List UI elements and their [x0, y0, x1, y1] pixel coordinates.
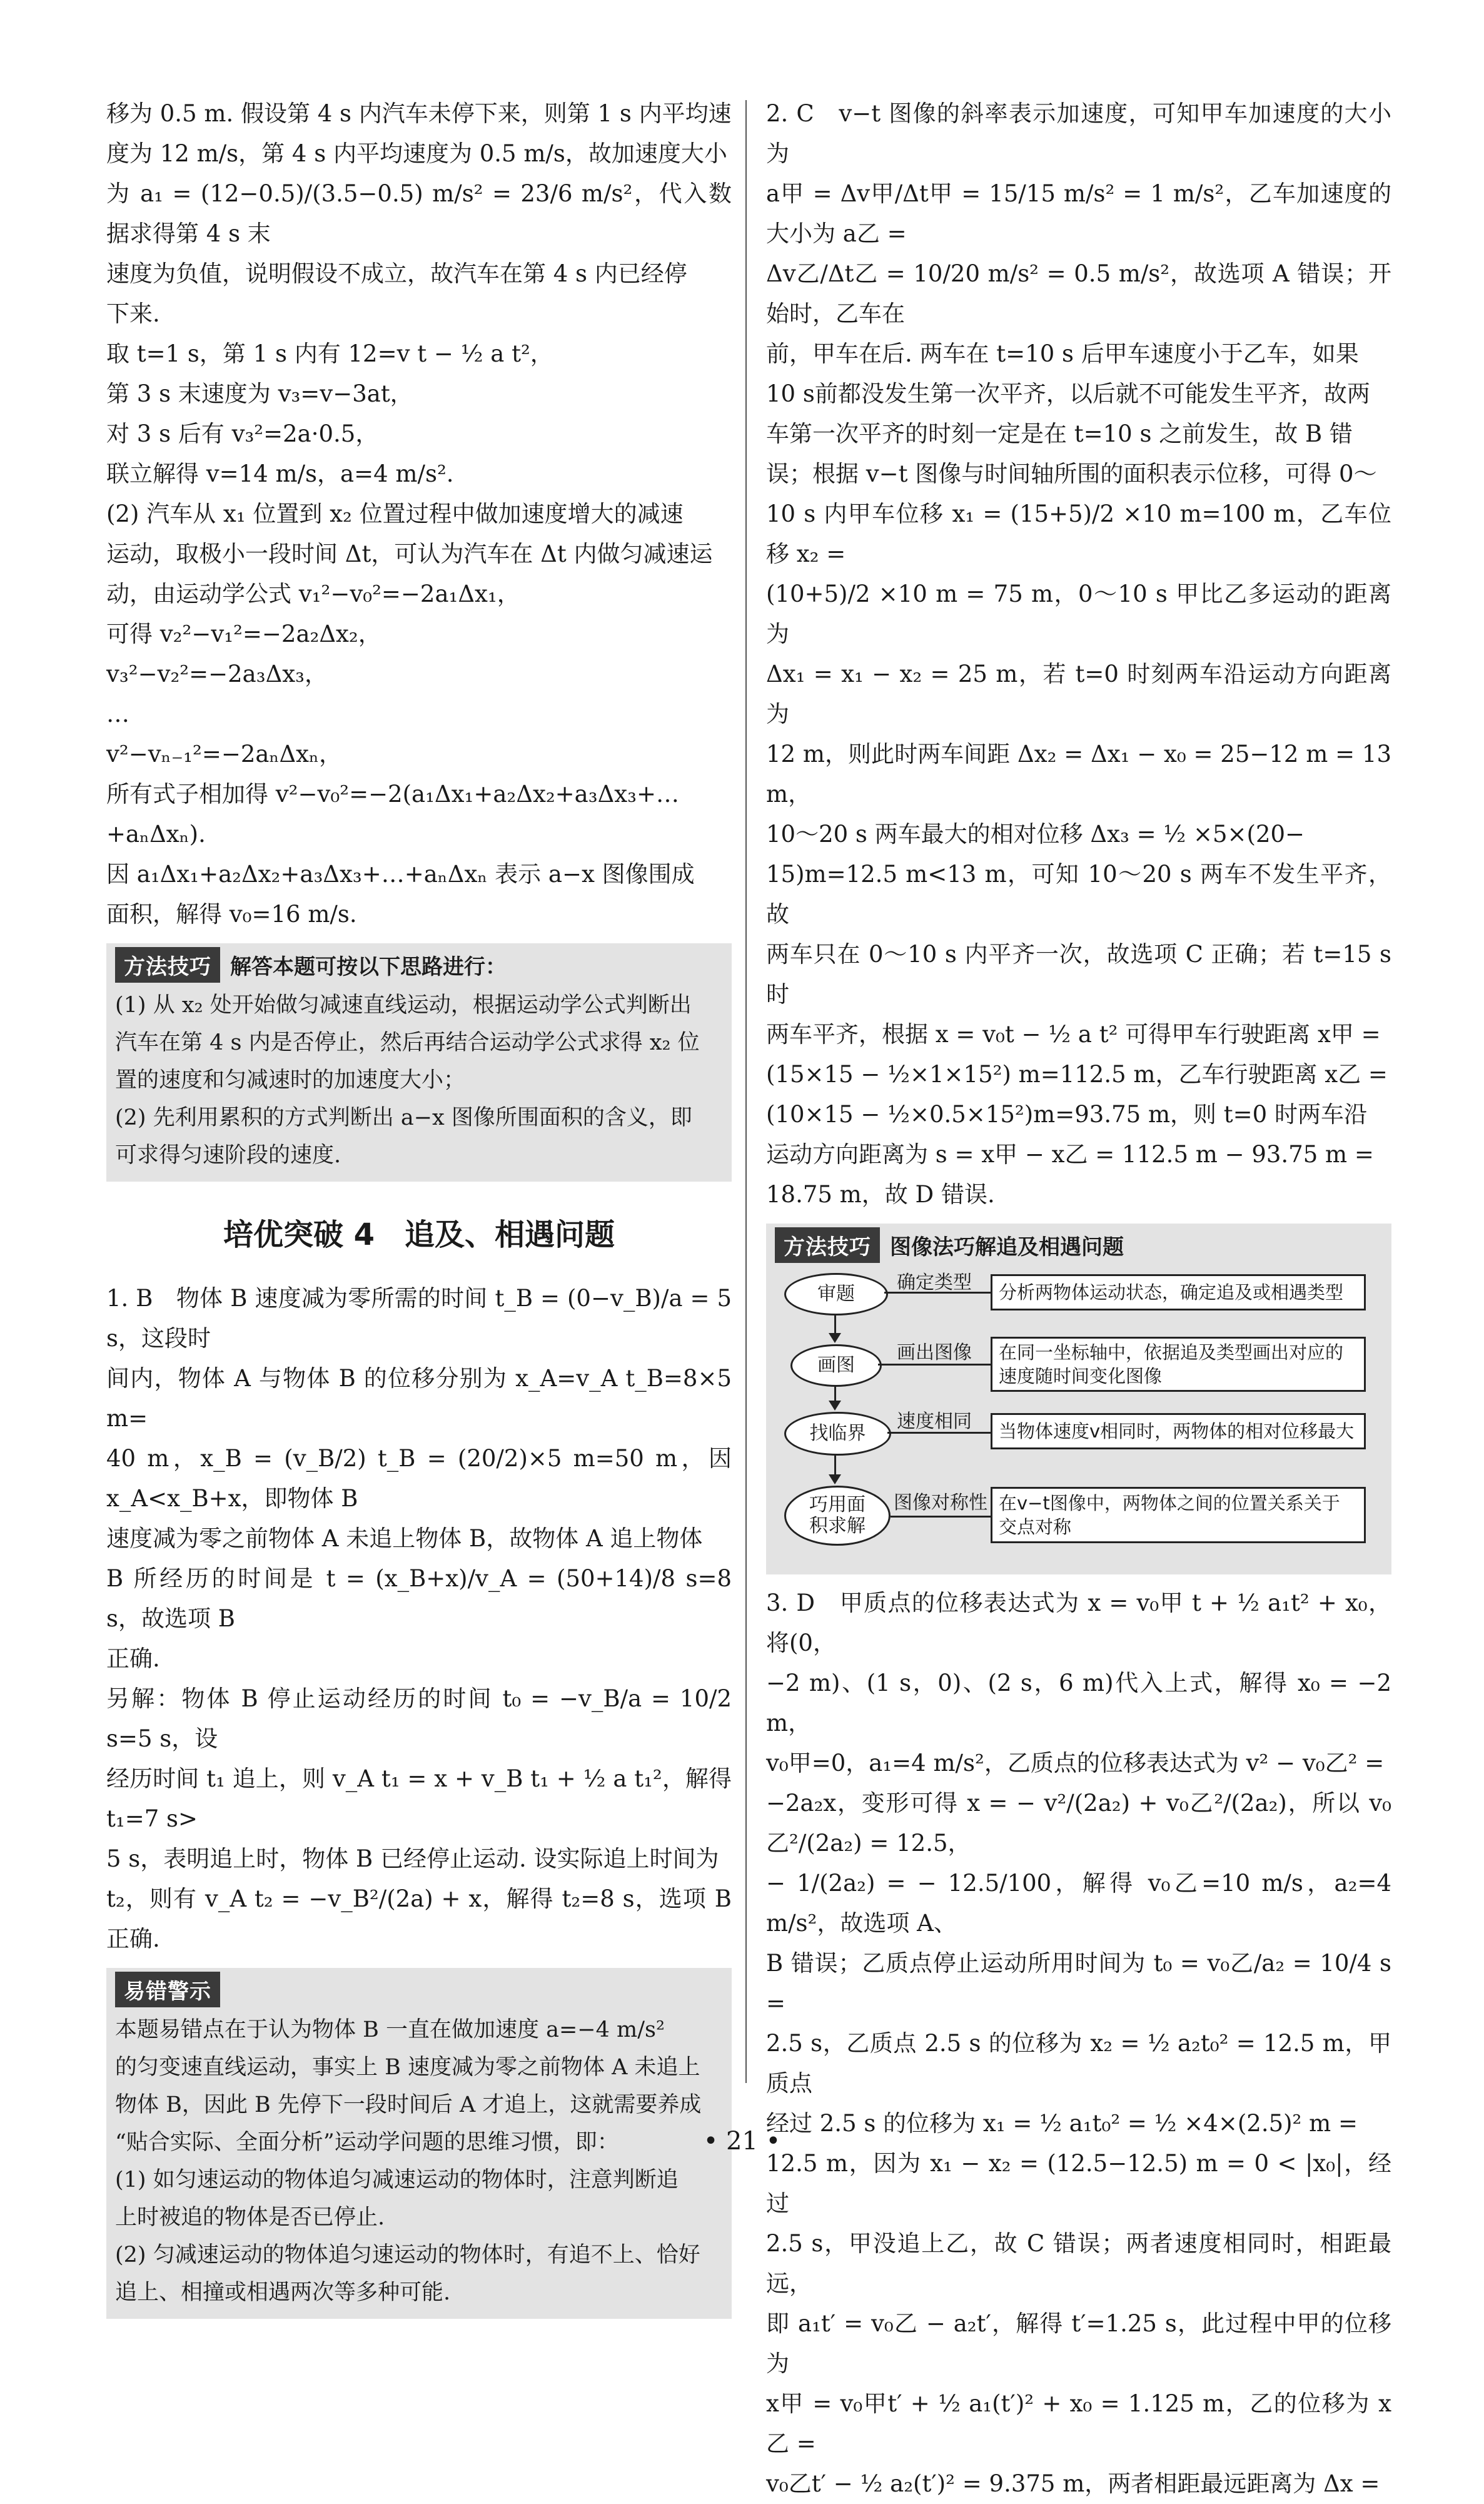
tip-tag: 方法技巧 [775, 1227, 880, 1263]
flow-node-review: 审题 [784, 1273, 888, 1315]
text-line: 3. D 甲质点的位移表达式为 x = v₀甲 t + ½ a₁t² + x₀，将(0， [766, 1589, 1391, 1656]
flowchart [775, 1267, 1383, 1567]
tip-tag: 易错警示 [115, 1972, 220, 2007]
flow-label-symmetry: 图像对称性 [894, 1492, 987, 1514]
tip-line: 置的速度和匀减速时的加速度大小； [115, 1068, 466, 1093]
text-line: 经过 2.5 s 的位移为 x₁ = ½ a₁t₀² = ½ ×4×(2.5)² m = [766, 2110, 1358, 2137]
tip-line: (1) 从 x₂ 处开始做匀减速直线运动，根据运动学公式判断出 [115, 993, 692, 1018]
text-line: 间内，物体 A 与物体 B 的位移分别为 x_A=v_A t_B=8×5 m= [106, 1365, 732, 1432]
text-line: Δv乙/Δt乙 = 10/20 m/s² = 0.5 m/s²，故选项 A 错误；开始时，乙车在 [766, 260, 1391, 327]
text-line: … [106, 701, 129, 727]
tip-body [115, 986, 723, 1174]
tip-body [115, 2011, 723, 2311]
left-text-block-b [106, 1279, 732, 1959]
page-number: • 21 • [703, 2127, 781, 2156]
text-line: v₃²−v₂²=−2a₃Δx₃， [106, 661, 328, 687]
text-line: 两车只在 0～10 s 内平齐一次，故选项 C 正确；若 t=15 s 时 [766, 941, 1391, 1008]
text-line: 速度为负值，说明假设不成立，故汽车在第 4 s 内已经停 [106, 260, 687, 287]
text-line: 可得 v₂²−v₁²=−2a₂Δx₂， [106, 621, 381, 647]
text-line: 为 a₁ = (12−0.5)/(3.5−0.5) m/s² = 23/6 m/s²，代入数据求得第 4 s 末 [106, 180, 732, 247]
text-line: 经历时间 t₁ 追上，则 v_A t₁ = x + v_B t₁ + ½ a t₁²，解得 t₁=7 s> [106, 1765, 732, 1832]
text-line: 移为 0.5 m. 假设第 4 s 内汽车未停下来，则第 1 s 内平均速 [106, 100, 732, 127]
right-text-block-a [766, 94, 1391, 1215]
text-line: − 1/(2a₂) = − 12.5/100，解得 v₀乙=10 m/s，a₂=4 m/s²，故选项 A、 [766, 1870, 1391, 1937]
flow-label-graph: 画出图像 [897, 1342, 972, 1364]
tip-line: 上时被追的物体是否已停止. [115, 2205, 385, 2230]
tip-line: (2) 匀减速运动的物体追匀速运动的物体时，有追不上、恰好 [115, 2243, 700, 2268]
text-line: 运动，取极小一段时间 Δt，可认为汽车在 Δt 内做匀减速运 [106, 540, 713, 567]
flow-node-draw: 画图 [790, 1344, 882, 1387]
text-line: (10+5)/2 ×10 m = 75 m，0～10 s 甲比乙多运动的距离为 [766, 580, 1391, 647]
text-line: 40 m，x_B = (v_B/2) t_B = (20/2)×5 m=50 m，因 x_A<x_B+x，即物体 B [106, 1445, 732, 1512]
text-line: 2.5 s，甲没追上乙，故 C 错误；两者速度相同时，相距最远， [766, 2230, 1391, 2297]
text-line: 5 s，表明追上时，物体 B 已经停止运动. 设实际追上时间为 [106, 1845, 719, 1872]
tip-line: (1) 如匀速运动的物体追匀减速运动的物体时，注意判断追 [115, 2167, 679, 2192]
flow-box-4: 在v−t图像中，两物体之间的位置关系关于交点对称 [991, 1487, 1366, 1543]
text-line: 误；根据 v−t 图像与时间轴所围的面积表示位移，可得 0～ [766, 460, 1377, 487]
text-line: 车第一次平齐的时刻一定是在 t=10 s 之前发生，故 B 错 [766, 420, 1353, 447]
text-line: 1. B 物体 B 速度减为零所需的时间 t_B = (0−v_B)/a = 5 s，这段时 [106, 1285, 732, 1352]
text-line: (10×15 − ½×0.5×15²)m=93.75 m，则 t=0 时两车沿 [766, 1101, 1367, 1128]
tip-line: 本题易错点在于认为物体 B 一直在做加速度 a=−4 m/s² [115, 2017, 665, 2042]
text-line: 前，甲车在后. 两车在 t=10 s 后甲车速度小于乙车，如果 [766, 340, 1359, 367]
text-line: 2.5 s，乙质点 2.5 s 的位移为 x₂ = ½ a₂t₀² = 12.5 m，甲质点 [766, 2030, 1391, 2097]
text-line: (15×15 − ½×1×15²) m=112.5 m，乙车行驶距离 x乙 = [766, 1061, 1388, 1088]
tip-line: (2) 先利用累积的方式判断出 a−x 图像所围面积的含义，即 [115, 1105, 692, 1130]
text-line: 第 3 s 末速度为 v₃=v−3at， [106, 380, 413, 407]
text-line: Δx₁ = x₁ − x₂ = 25 m，若 t=0 时刻两车沿运动方向距离为 [766, 661, 1391, 727]
text-line: v²−vₙ₋₁²=−2aₙΔxₙ， [106, 741, 343, 768]
text-line: 取 t=1 s，第 1 s 内有 12=v t − ½ a t²， [106, 340, 553, 367]
text-line: −2 m)、(1 s，0)、(2 s，6 m)代入上式，解得 x₀ = −2 m， [766, 1670, 1391, 1736]
text-line: 12 m，则此时两车间距 Δx₂ = Δx₁ − x₀ = 25−12 m = 13 m， [766, 741, 1391, 808]
text-line: 因 a₁Δx₁+a₂Δx₂+a₃Δx₃+…+aₙΔxₙ 表示 a−x 图像围成 [106, 861, 695, 888]
text-line: B 所经历的时间是 t = (x_B+x)/v_A = (50+14)/8 s=8 s，故选项 B [106, 1565, 732, 1632]
tip-title: 图像法巧解追及相遇问题 [890, 1235, 1124, 1260]
text-line: B 错误；乙质点停止运动所用时间为 t₀ = v₀乙/a₂ = 10/4 s = [766, 1950, 1391, 2017]
tip-box-method-1 [106, 943, 732, 1182]
text-line: 另解：物体 B 停止运动经历的时间 t₀ = −v_B/a = 10/2 s=5 s，设 [106, 1685, 732, 1752]
flow-node-critical: 找临界 [784, 1412, 891, 1456]
text-line: 10 s前都没发生第一次平齐，以后就不可能发生平齐，故两 [766, 380, 1370, 407]
text-line: 18.75 m，故 D 错误. [766, 1181, 995, 1208]
flow-box-1: 分析两物体运动状态，确定追及或相遇类型 [991, 1274, 1366, 1310]
tip-box-method-2 [766, 1224, 1391, 1574]
text-line: 两车平齐，根据 x = v₀t − ½ a t² 可得甲车行驶距离 x甲 = [766, 1021, 1381, 1048]
flow-box-2: 在同一坐标轴中，依据追及类型画出对应的速度随时间变化图像 [991, 1337, 1366, 1392]
text-line: t₂，则有 v_A t₂ = −v_B²/(2a) + x，解得 t₂=8 s，选项 B 正确. [106, 1885, 732, 1952]
text-line: 15)m=12.5 m<13 m，可知 10～20 s 两车不发生平齐，故 [766, 861, 1391, 928]
tip-tag: 方法技巧 [115, 947, 220, 983]
text-line: a甲 = Δv甲/Δt甲 = 15/15 m/s² = 1 m/s²，乙车加速度的大小为 a乙 = [766, 180, 1391, 247]
text-line: (2) 汽车从 x₁ 位置到 x₂ 位置过程中做加速度增大的减速 [106, 500, 684, 527]
section-title: 培优突破 4 追及、相遇问题 [223, 1217, 615, 1252]
left-column [106, 94, 732, 2328]
text-line: 下来. [106, 300, 160, 327]
text-line: 联立解得 v=14 m/s，a=4 m/s². [106, 460, 454, 487]
text-line: 度为 12 m/s，第 4 s 内平均速度为 0.5 m/s，故加速度大小 [106, 140, 727, 167]
text-line: x甲 = v₀甲t′ + ½ a₁(t′)² + x₀ = 1.125 m，乙的位移为 x乙 = [766, 2390, 1391, 2457]
flow-node-area: 巧用面积求解 [784, 1486, 891, 1546]
tip-line: 可求得匀速阶段的速度. [115, 1143, 341, 1168]
tip-title: 解答本题可按以下思路进行： [230, 955, 507, 980]
text-line: −2a₂x，变形可得 x = − v²/(2a₂) + v₀乙²/(2a₂)，所以 v₀乙²/(2a₂) = 12.5， [766, 1790, 1391, 1857]
text-line: 正确. [106, 1645, 160, 1672]
right-text-block-b [766, 1583, 1391, 2504]
text-line: 12.5 m，因为 x₁ − x₂ = (12.5−12.5) m = 0 < |x₀|，经过 [766, 2150, 1391, 2217]
text-line: 面积，解得 v₀=16 m/s. [106, 901, 357, 928]
tip-line: 物体 B，因此 B 先停下一段时间后 A 才追上，这就需要养成 [115, 2092, 702, 2117]
text-line: v₀甲=0，a₁=4 m/s²，乙质点的位移表达式为 v² − v₀乙² = [766, 1750, 1385, 1777]
tip-line: 的匀变速直线运动，事实上 B 速度减为零之前物体 A 未追上 [115, 2055, 700, 2080]
flow-label-type: 确定类型 [897, 1272, 972, 1294]
text-line: 动，由运动学公式 v₁²−v₀²=−2a₁Δx₁， [106, 580, 520, 607]
flow-label-speed: 速度相同 [897, 1411, 972, 1432]
flow-box-3: 当物体速度v相同时，两物体的相对位移最大 [991, 1413, 1366, 1449]
text-line: +aₙΔxₙ). [106, 821, 206, 848]
text-line: 10～20 s 两车最大的相对位移 Δx₃ = ½ ×5×(20− [766, 821, 1305, 848]
text-line: 对 3 s 后有 v₃²=2a·0.5， [106, 420, 379, 447]
tip-line: “贴合实际、全面分析”运动学问题的思维习惯，即： [115, 2130, 619, 2155]
tip-line: 追上、相撞或相遇两次等多种可能. [115, 2280, 451, 2305]
text-line: 2. C v−t 图像的斜率表示加速度，可知甲车加速度的大小为 [766, 100, 1391, 167]
text-line: 10 s 内甲车位移 x₁ = (15+5)/2 ×10 m=100 m，乙车位移 x₂ = [766, 500, 1391, 567]
text-line: 速度减为零之前物体 A 未追上物体 B，故物体 A 追上物体 [106, 1525, 703, 1552]
column-divider [745, 100, 747, 2083]
left-text-block-a [106, 94, 732, 935]
tip-line: 汽车在第 4 s 内是否停止，然后再结合运动学公式求得 x₂ 位 [115, 1030, 700, 1055]
text-line: 所有式子相加得 v²−v₀²=−2(a₁Δx₁+a₂Δx₂+a₃Δx₃+… [106, 781, 679, 808]
text-line: v₀乙t′ − ½ a₂(t′)² = 9.375 m，两者相距最远距离为 Δx = [766, 2470, 1380, 2497]
text-line: 运动方向距离为 s = x甲 − x乙 = 112.5 m − 93.75 m = [766, 1141, 1374, 1168]
text-line: 即 a₁t′ = v₀乙 − a₂t′，解得 t′=1.25 s，此过程中甲的位移为 [766, 2310, 1391, 2377]
